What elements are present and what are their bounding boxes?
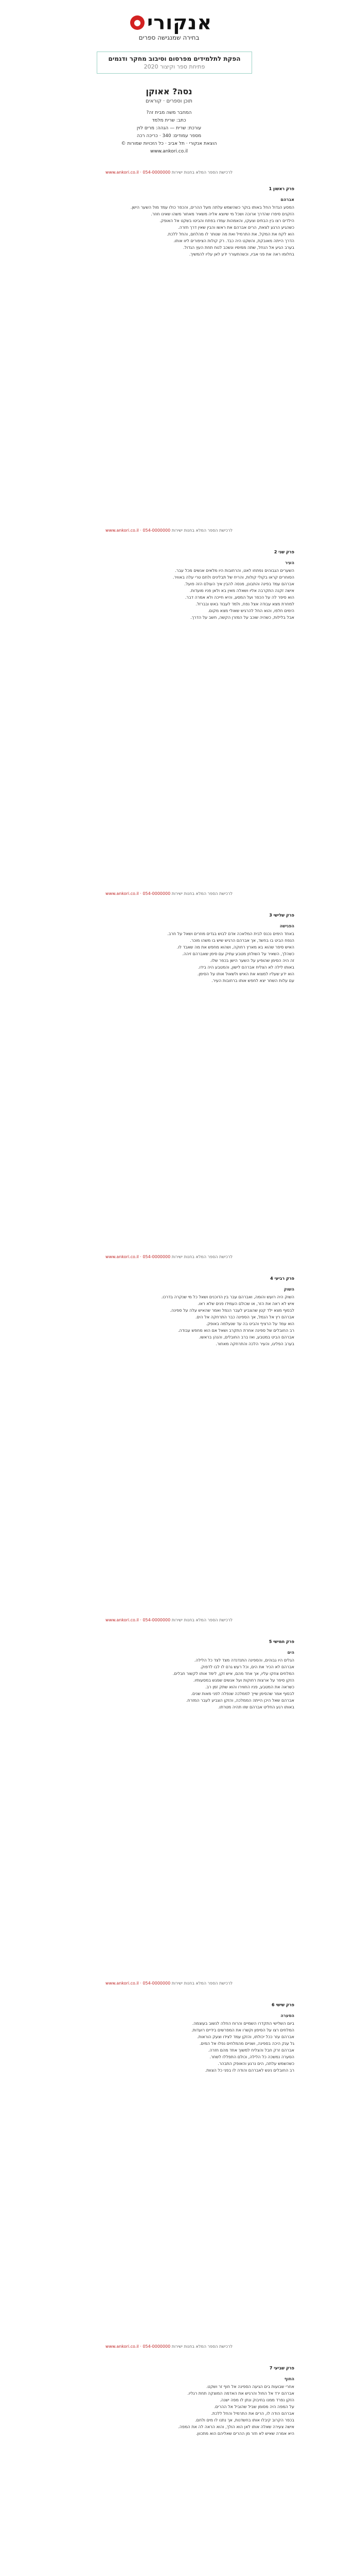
paragraph-line: אברהם זרק חבל והצליח למשוך אחד מהם חזרה. <box>208 2048 294 2053</box>
footer-link[interactable]: www.ankori.co.il · 054-0000000 <box>105 170 171 175</box>
section-heading: הים <box>287 1650 294 1655</box>
paragraph-line: השערים הגבוהים נפתחו לאט, והרחובות היו מלאים אנשים מכל עבר. <box>175 568 294 573</box>
paragraph-line: באותו רגע החליט אברהם שזו תהיה מטרתו. <box>218 1705 294 1709</box>
section-heading: הפגישה <box>279 924 294 928</box>
paragraph-line: בחלומו ראה את פני אביו, וכשהתעורר ידע לאן עליו להמשיך. <box>189 252 294 257</box>
chapter-heading: פרק חמישי 5 <box>269 1639 294 1644</box>
book-subtitle: תוכן וספרים · קוראים <box>145 98 193 104</box>
meta-line: כתב: שרית מלמד <box>152 118 186 123</box>
footer-link[interactable]: www.ankori.co.il · 054-0000000 <box>105 528 171 533</box>
chapter-heading: פרק שביעי 7 <box>269 2366 294 2370</box>
paragraph-line: אברהם ירד אל החול והרגיש את האדמה המוצקה תחת רגליו. <box>187 2391 294 2396</box>
paragraph-line: גל ענק היכה בספינה, ושניים מהמלחים נפלו אל המים. <box>199 2041 294 2046</box>
book-page <box>44 912 294 984</box>
paragraph-line: אברהם שאל היכן הייתה הממלכה, והזקן הצביע לעבר המזרח. <box>186 1698 294 1703</box>
logo-tagline: בחירה שמנגישה ספרים <box>138 34 200 41</box>
paragraph-line: למחרת מצא עבודה אצל נפח, ולמד לעבוד באש ובברזל. <box>195 602 294 606</box>
paragraph-line: כשראה את המטבע, פניו החווירו והוא שתק זמן רב. <box>205 1685 294 1689</box>
paragraph-line: היא אמרה שאיש לא חזר מן ההרים שאליהם הוא מתכוון. <box>196 2431 294 2436</box>
page-footer <box>0 1618 338 1622</box>
paragraph-line: כשהלך, השאיר על השולחן מטבע עתיק עם סימן שאברהם זיהה. <box>182 952 294 956</box>
book-page <box>44 1275 294 1347</box>
footer-text: לרכישת הספר המלא בחנות ישירות <box>170 528 233 533</box>
document-date: פתיחת ספר וקיצור 2020 <box>144 63 205 70</box>
book-meta <box>0 109 338 156</box>
footer-link[interactable]: www.ankori.co.il · 054-0000000 <box>105 1618 171 1622</box>
page-footer <box>0 891 338 896</box>
footer-link[interactable]: www.ankori.co.il · 054-0000000 <box>105 1981 171 1986</box>
book-page <box>44 2365 294 2437</box>
section-heading: החוף <box>284 2377 294 2381</box>
paragraph-line: הילדים רצו בין הבתים וצעקו, והאמהות עמדו בפתח והביטו בשקט אל האופק. <box>159 218 294 223</box>
paragraph-line: המלחים צחקו עליו, אך אחד מהם, איש זקן, לימד אותו לקשור חבלים. <box>172 1671 294 1676</box>
meta-line: המחבר משה מבית זה? <box>146 110 192 115</box>
logo-text: אנקורי <box>147 11 212 34</box>
section-heading: אברהם <box>280 197 294 202</box>
paragraph-line: המלחים רצו על הסיפון וקשרו את המפרשים בידיים רועדות. <box>191 2028 294 2032</box>
footer-text: לרכישת הספר המלא בחנות ישירות <box>170 1618 233 1622</box>
chapter-heading: פרק שישי 6 <box>272 2003 294 2007</box>
paragraph-line: אבל בלילות, כשהיה שוכב על המזרן הקשה, חשב על הדרך. <box>190 615 294 620</box>
paragraph-line: אברהם רץ אל הנמל, אך הספינה כבר התרחקה אל הים. <box>195 1315 294 1319</box>
section-heading: הסערה <box>280 2013 294 2018</box>
page-footer <box>0 170 338 175</box>
paragraph-line: אברהם עזר ככל יכולתו, והזקן עמד לצידו וצעק הוראות. <box>197 2035 294 2039</box>
section-heading: העיר <box>285 561 294 565</box>
paragraph-line: רב החובלים ניגש לאברהם והודה לו בפני כל הצוות. <box>205 2068 294 2073</box>
paragraph-line: לבסוף מצא ילד קטן שהצביע לעבר הנמל ואמר שהאיש עלה על ספינה. <box>170 1308 294 1313</box>
chapter-heading: פרק שני 2 <box>274 550 294 554</box>
paragraph-line: אברהם עמד בפינה והתבונן, מנסה להבין איך העולם הזה פועל. <box>184 582 294 586</box>
title-box <box>97 52 252 74</box>
book-logo-icon: ● <box>130 15 145 30</box>
paragraph-line: אברהם הודה לו, הרים את התרמיל והחל ללכת. <box>211 2411 294 2416</box>
footer-link[interactable]: www.ankori.co.il · 054-0000000 <box>105 2344 171 2349</box>
book-title: נסה? אאוקן <box>146 87 192 96</box>
paragraph-line: בערב הפליגו, והעיר הלכה והתרחקה מאחור. <box>216 1342 294 1346</box>
footer-text: לרכישת הספר המלא בחנות ישירות <box>170 170 233 175</box>
footer-link[interactable]: www.ankori.co.il · 054-0000000 <box>105 1255 171 1259</box>
meta-line: הוצאת אנקורי · תל אביב · כל הזכויות שמורות © <box>121 141 217 146</box>
paragraph-line: הוא סיפר לה על הכפר ועל המסע, והיא חייכה ולא אמרה דבר. <box>185 595 294 600</box>
paragraph-line: הוא ידע שעליו למצוא את האיש ולשאול אותו על הסימן. <box>197 972 294 976</box>
page-footer <box>0 1981 338 1986</box>
paragraph-line: הזקן נפרד ממנו בחיבוק ונתן לו מפה ישנה. <box>220 2398 294 2402</box>
paragraph-line: על המפה היה מסומן שביל שהוביל אל ההרים. <box>214 2404 294 2409</box>
paragraph-line: באחד הימים נכנס לבית המלאכה אדם לבוש בגדים מוזרים ושאל על חרב. <box>167 931 294 936</box>
footer-link[interactable]: www.ankori.co.il · 054-0000000 <box>105 891 171 896</box>
paragraph-line: הדרך הייתה מאובקת, והשקט היה כבד. רק קולות הציפורים ליוו אותו. <box>173 239 294 243</box>
book-page <box>44 1638 294 1710</box>
page-footer <box>0 1255 338 1259</box>
paragraph-line: הסוחרים קראו בקולי קולות, והריח של תבלינים ולחם טרי עלה באוויר. <box>172 575 294 580</box>
paragraph-line: השוק היה רועש והומה, ואברהם עבר בין הדוכנים ושאל כל מי שנקרה בדרכו. <box>161 1295 294 1299</box>
paragraph-line: רב החובלים של ספינה אחרת התקרב ושאל אם הוא מחפש עבודה. <box>177 1328 294 1333</box>
meta-line: מספר עמודים: 340 · כריכה רכה <box>136 133 202 139</box>
paragraph-line: הזקן סיפר על ארצות רחוקות ועל אנשים שפגש במסעותיו. <box>193 1678 294 1683</box>
paragraph-line: איש לא ראה את הזר, או שכולם העמידו פנים שלא ראו. <box>198 1301 294 1306</box>
paragraph-line: באותו לילה לא הצליח אברהם לישון, והמטבע היה בידו. <box>198 965 294 970</box>
paragraph-line: עם עלות השחר יצא לחפש אותו ברחובות העיר. <box>211 978 294 983</box>
chapter-heading: פרק רביעי 4 <box>270 1276 294 1281</box>
paragraph-line: ביום השלישי התקדרו השמיים והרוח החלה לנשוב בעוצמה. <box>192 2021 294 2026</box>
paragraph-line: אברהם לא הכיר את הים, וכל רעש גרם לו לבו לדפוק. <box>200 1665 294 1669</box>
paragraph-line: האיש סיפר שהוא בא מארץ רחוקה, ושהוא מחפש את מה שאבד לו. <box>176 945 294 950</box>
paragraph-line: בכפר הקרוב קיבלו אותו בחשדנות, אך נתנו לו מים ולחם. <box>195 2418 294 2422</box>
paragraph-line: אברהם הביט במטבע, ואז ברב החובלים, והנהן בראשו. <box>199 1335 294 1340</box>
footer-text: לרכישת הספר המלא בחנות ישירות <box>170 1255 233 1259</box>
footer-text: לרכישת הספר המלא בחנות ישירות <box>170 891 233 896</box>
paragraph-line: המסע הגדול החל באותו בוקר כשהשמש עלתה מעל ההרים, והכפר כולו עמד מול השער הישן. <box>130 205 294 210</box>
paragraph-line: הימים חלפו, והוא החל להרגיש שאולי מצא מקום. <box>207 608 294 613</box>
paragraph-line: אישה זקנה התקרבה אליו ושאלה מאין בא ולאן פניו מועדות. <box>189 588 294 593</box>
document-title: הפקת לתלמידים מפרסום וסיבוב מחקר ודגמים <box>108 55 241 62</box>
paragraph-line: הנפח הביט בו בחשד, אך אברהם הרגיש שיש בו משהו מוכר. <box>190 938 294 943</box>
paragraph-line: הוא עמד על הרציף והביט בה עד שנעלמה באופק. <box>206 1321 294 1326</box>
section-heading: השוק <box>283 1287 294 1292</box>
chapter-heading: פרק ראשון 1 <box>269 187 294 191</box>
paragraph-line: לבסוף אמר שהסימן שייך לממלכה שנפלה לפני מאות שנים. <box>191 1691 294 1696</box>
paragraph-line: הסערה נמשכה כל הלילה, וכולם התפללו לשחר. <box>209 2055 294 2059</box>
paragraph-line: הזקנים סיפרו שהדרך ארוכה ושכל מי שיוצא אליה משאיר מאחור משהו שאינו חוזר. <box>151 212 294 216</box>
paragraph-line: אחרי שבועות בים הגיעה הספינה אל חוף זר ושקט. <box>206 2384 294 2389</box>
book-page <box>44 2002 294 2074</box>
paragraph-line: הגלים היו גבוהים, והספינה התנדנדה מצד לצד כל הלילה. <box>194 1658 294 1663</box>
paragraph-line: אישה צעירה שאלה אותו לאן הוא הולך, והוא הראה לה את המפה. <box>178 2425 294 2429</box>
paragraph-line: כשהשמש עלתה, הים נרגע והאופק התבהר. <box>218 2061 294 2066</box>
paragraph-line: כשהגיע הרגע לצאת, הרים אברהם את ראשו והבין שאין דרך חזרה. <box>178 225 294 230</box>
chapter-heading: פרק שלישי 3 <box>269 913 294 918</box>
footer-text: לרכישת הספר המלא בחנות ישירות <box>170 1981 233 1986</box>
page-footer <box>0 528 338 533</box>
logo[interactable] <box>0 11 338 34</box>
book-block <box>0 82 338 104</box>
paragraph-line: בערב הגיע אל הנחל, שתה ממימיו ונשכב לנוח תחת העץ הגדול. <box>183 245 294 250</box>
page-header <box>0 0 338 93</box>
meta-line: עורכת: שרית — הגהה: מרים לוין <box>136 126 202 131</box>
meta-link[interactable]: www.ankori.co.il <box>150 149 188 154</box>
page-footer <box>0 2344 338 2349</box>
footer-text: לרכישת הספר המלא בחנות ישירות <box>170 2344 233 2349</box>
paragraph-line: זה היה הסימן שהופיע על השער הישן בכפר שלו. <box>210 958 294 963</box>
book-page <box>44 185 294 258</box>
book-page <box>44 549 294 621</box>
paragraph-line: הוא לקח את המקל, את התרמיל ואת מה שנותר לו מהלחם, והחל ללכת. <box>167 232 294 236</box>
